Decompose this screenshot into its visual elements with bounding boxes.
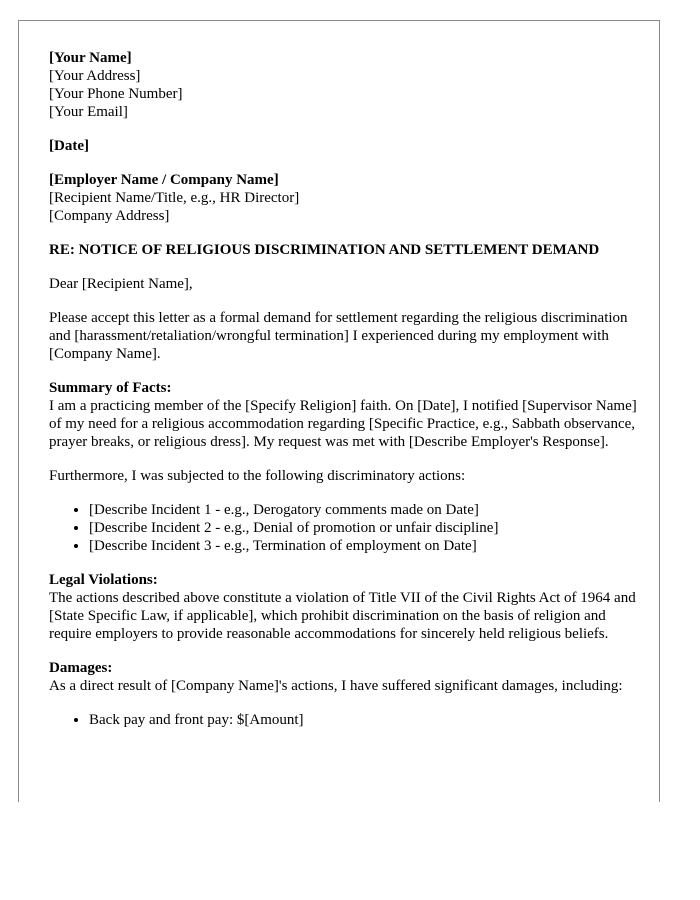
list-item: • [Describe Incident 3 - e.g., Termination of employment on Date] <box>89 537 639 555</box>
list-item: • Back pay and front pay: $[Amount] <box>89 711 639 729</box>
sender-email: [Your Email] <box>49 104 128 120</box>
subject-line: RE: NOTICE OF RELIGIOUS DISCRIMINATION AND SETTLEMENT DEMAND <box>49 242 600 258</box>
facts-followup: Furthermore, I was subjected to the following discriminatory actions: <box>49 468 466 484</box>
list-item: • [Describe Incident 2 - e.g., Denial of promotion or unfair discipline] <box>89 519 639 537</box>
sender-phone: [Your Phone Number] <box>49 86 183 102</box>
letter-date: [Date] <box>49 138 89 154</box>
recipient-address: [Company Address] <box>49 208 170 224</box>
facts-body: I am a practicing member of the [Specify Religion] faith. On [Date], I notified [Supervisor Name] of my need for a religious accommodation regarding [Specific Practice, e.g., Sabbath observance, prayer breaks, or religious dress]. My request was met with [Describe Employer's Response]. <box>49 398 637 450</box>
sender-address: [Your Address] <box>49 68 141 84</box>
legal-title: Legal Violations: <box>49 572 158 588</box>
damages-list <box>49 711 639 729</box>
salutation: Dear [Recipient Name], <box>49 276 193 292</box>
list-item: • [Describe Incident 1 - e.g., Derogatory comments made on Date] <box>89 501 639 519</box>
damages-section <box>49 659 639 695</box>
damages-title: Damages: <box>49 660 113 676</box>
recipient-name-title: [Recipient Name/Title, e.g., HR Director] <box>49 190 300 206</box>
intro-paragraph: Please accept this letter as a formal demand for settlement regarding the religious discrimination and [harassment/retaliation/wrongful termination] I experienced during my employment with [Company Name]. <box>49 310 628 362</box>
legal-body: The actions described above constitute a violation of Title VII of the Civil Rights Act of 1964 and [State Specific Law, if applicable], which prohibit discrimination on the basis of religion and require employers to provide reasonable accommodations for sincerely held religious beliefs. <box>49 590 636 642</box>
legal-section <box>49 571 639 643</box>
sender-block <box>49 49 639 121</box>
incident-list <box>49 501 639 555</box>
damages-body: As a direct result of [Company Name]'s actions, I have suffered significant damages, including: <box>49 678 623 694</box>
recipient-company: [Employer Name / Company Name] <box>49 172 279 188</box>
letter-page <box>18 20 660 802</box>
letter-content <box>49 49 639 745</box>
sender-name: [Your Name] <box>49 50 132 66</box>
facts-section <box>49 379 639 451</box>
date-block <box>49 137 639 155</box>
facts-title: Summary of Facts: <box>49 380 172 396</box>
recipient-block <box>49 171 639 225</box>
